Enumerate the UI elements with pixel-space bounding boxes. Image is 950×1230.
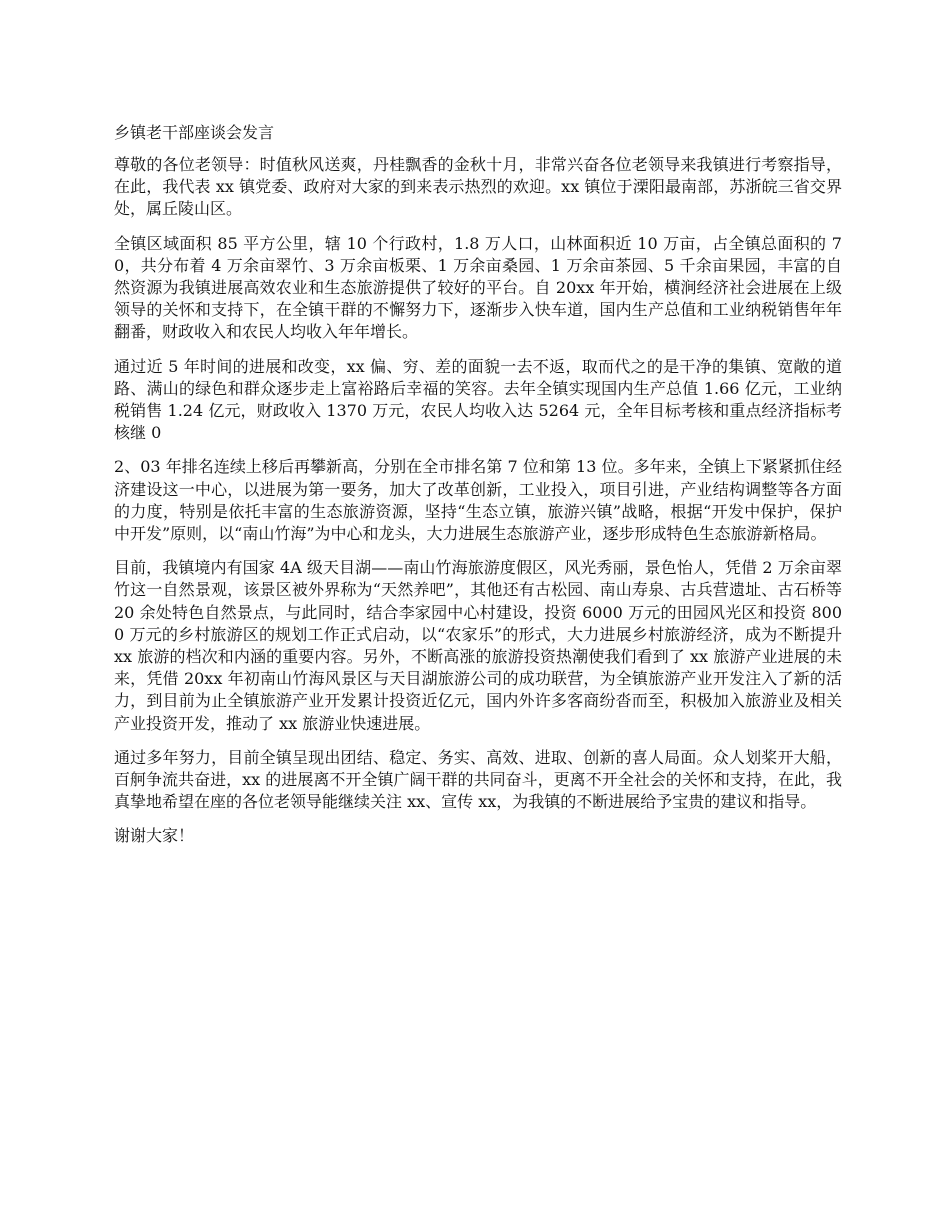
paragraph-overview: 全镇区域面积 85 平方公里，辖 10 个行政村，1.8 万人口，山林面积近 10 万亩，占全镇总面积的 70，共分布着 4 万余亩翠竹、3 万余亩板栗、1 万余亩桑园、1 万余亩茶园、5 千余亩果园，丰富的自然资源为我镇进展高效农业和生态旅游提供了较好的平台。自 20xx 年开始，横涧经济社会进展在上级领导的关怀和支持下，在全镇干群的不懈努力下，逐渐步入快车道，国内生产总值和工业纳税销售年年翻番，财政收入和农民人均收入年年增长。 — [114, 233, 842, 342]
document-page — [114, 122, 842, 860]
document-title: 乡镇老干部座谈会发言 — [114, 123, 275, 142]
paragraph-closing: 通过多年努力，目前全镇呈现出团结、稳定、务实、高效、进取、创新的喜人局面。众人划桨开大船，百舸争流共奋进，xx 的进展离不开全镇广阔干群的共同奋斗，更离不开全社会的关怀和支持，在此，我真挚地希望在座的各位老领导能继续关注 xx、宣传 xx，为我镇的不断进展给予宝贵的建议和指导。 — [114, 747, 842, 812]
paragraph-greeting: 尊敬的各位老领导：时值秋风送爽，丹桂飘香的金秋十月，非常兴奋各位老领导来我镇进行考察指导，在此，我代表 xx 镇党委、政府对大家的到来表示热烈的欢迎。xx 镇位于溧阳最南部，苏浙皖三省交界处，属丘陵山区。 — [114, 155, 842, 219]
paragraph-thanks: 谢谢大家！ — [114, 826, 195, 846]
paragraph-ranking: 2、03 年排名连续上移后再攀新高，分别在全市排名第 7 位和第 13 位。多年来，全镇上下紧紧抓住经济建设这一中心，以进展为第一要务，加大了改革创新，工业投入，项目引进，产业结构调整等各方面的力度，特别是依托丰富的生态旅游资源，坚持“生态立镇，旅游兴镇”战略，根据“开发中保护，保护中开发”原则，以“南山竹海”为中心和龙头，大力进展生态旅游产业，逐步形成特色生态旅游新格局。 — [114, 457, 842, 544]
paragraph-tourism: 目前，我镇境内有国家 4A 级天目湖——南山竹海旅游度假区，风光秀丽，景色怡人，凭借 2 万余亩翠竹这一自然景观，该景区被外界称为“天然养吧”，其他还有古松园、南山寿泉、古兵营遗址、古石桥等 20 余处特色自然景点，与此同时，结合李家园中心村建设，投资 6000 万元的田园风光区和投资 8000 万元的乡村旅游区的规划工作正式启动，以“农家乐”的形式，大力进展乡村旅游经济，成为不断提升 xx 旅游的档次和内涵的重要内容。另外，不断高涨的旅游投资热潮使我们看到了 xx 旅游产业进展的未来，凭借 20xx 年初南山竹海风景区与天目湖旅游公司的成功联营，为全镇旅游产业开发注入了新的活力，到目前为止全镇旅游产业开发累计投资近亿元，国内外许多客商纷沓而至，积极加入旅游业及相关产业投资开发，推动了 xx 旅游业快速进展。 — [114, 558, 842, 733]
paragraph-economy: 通过近 5 年时间的进展和改变，xx 偏、穷、差的面貌一去不返，取而代之的是干净的集镇、宽敞的道路、满山的绿色和群众逐步走上富裕路后幸福的笑容。去年全镇实现国内生产总值 1.66 亿元，工业纳税销售 1.24 亿元，财政收入 1370 万元，农民人均收入达 5264 元，全年目标考核和重点经济指标考核继 0 — [114, 356, 842, 443]
